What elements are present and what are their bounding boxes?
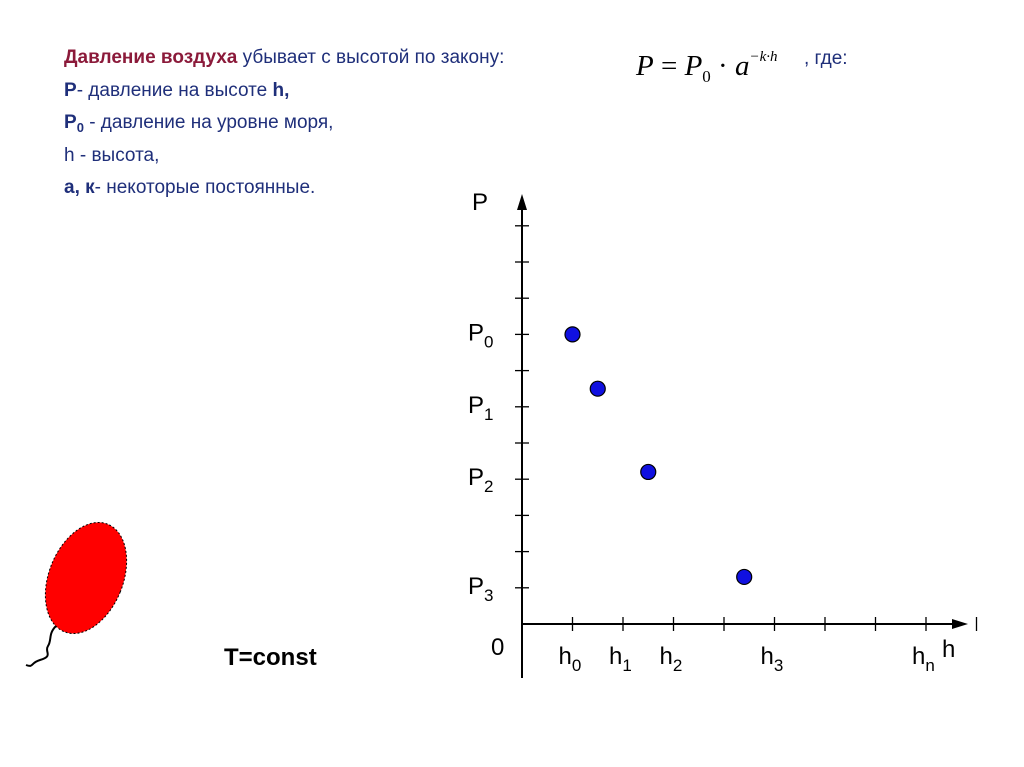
x-tick-label-h0: $h_0$ bbox=[558, 643, 582, 675]
line3-sub: 0 bbox=[76, 120, 84, 135]
line3-symbol: P bbox=[64, 112, 77, 133]
chart-axes bbox=[517, 194, 968, 678]
formula-dot: · bbox=[710, 50, 735, 82]
x-axis-arrow bbox=[952, 619, 968, 629]
axis-labels bbox=[468, 189, 955, 675]
formula-exponent: −k·h bbox=[749, 49, 778, 65]
line2-symbol: P bbox=[64, 79, 77, 101]
line2-rest: - давление на высоте bbox=[76, 79, 273, 101]
x-tick-label-hn: $h_n$ bbox=[912, 643, 935, 675]
data-point-2 bbox=[641, 464, 656, 479]
formula-eq: = bbox=[653, 50, 685, 82]
formula-p0-sub: 0 bbox=[702, 67, 711, 86]
formula-lhs: P bbox=[636, 50, 654, 82]
where-text: , где: bbox=[804, 48, 848, 69]
y-tick-label-P2: $P_2$ bbox=[468, 464, 494, 497]
formula-p0: P bbox=[684, 50, 703, 82]
x-tick-label-h1: $h_1$ bbox=[609, 643, 632, 675]
highlight-term: Давление воздуха bbox=[64, 47, 238, 68]
data-points bbox=[565, 327, 752, 585]
y-tick-label-P0: $P_0$ bbox=[468, 319, 494, 352]
line5-constants: a, к bbox=[64, 177, 95, 198]
y-axis-title: P bbox=[472, 189, 489, 216]
line1-rest: убывает с высотой по закону: bbox=[237, 47, 505, 68]
y-tick-label-P1: $P_1$ bbox=[468, 391, 494, 424]
description-line-4: h - высота, bbox=[64, 144, 160, 166]
x-tick-label-h3: $h_3$ bbox=[760, 643, 784, 675]
data-point-1 bbox=[590, 381, 605, 396]
temperature-constant-label: T=const bbox=[224, 644, 317, 671]
y-axis-arrow bbox=[517, 194, 527, 210]
data-point-0 bbox=[565, 327, 580, 342]
formula-a: a bbox=[734, 50, 750, 82]
x-axis-title: h bbox=[942, 636, 956, 663]
origin-label: 0 bbox=[491, 634, 505, 661]
balloon-icon bbox=[26, 510, 142, 666]
line2-h: h, bbox=[272, 79, 290, 101]
line3-rest: - давление на уровне моря, bbox=[83, 112, 334, 133]
y-tick-label-P3: $P_3$ bbox=[468, 572, 494, 605]
line5-rest: - некоторые постоянные. bbox=[94, 177, 316, 198]
data-point-3 bbox=[737, 569, 752, 584]
x-tick-label-h2: $h_2$ bbox=[659, 643, 683, 675]
